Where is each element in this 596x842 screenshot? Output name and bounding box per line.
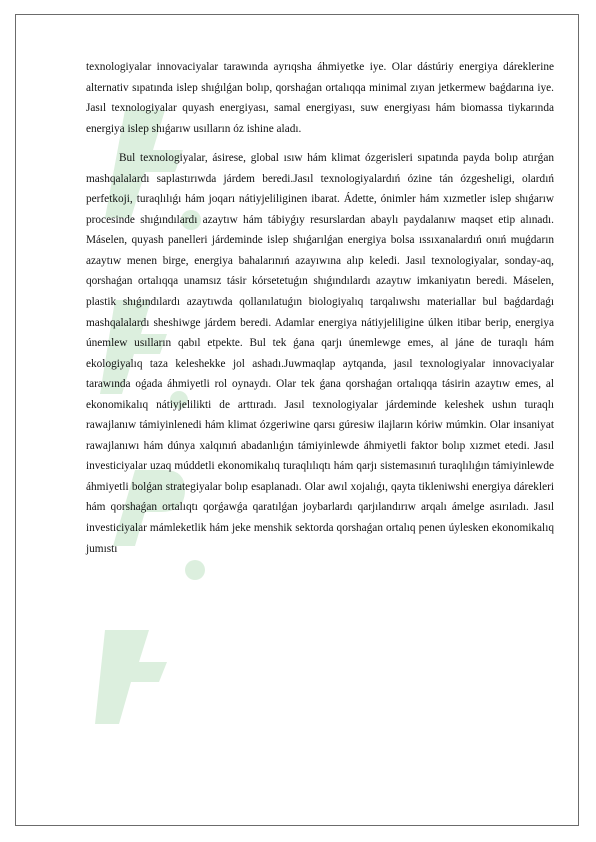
paragraph-main: Bul texnologiyalar, ásirese, global ısıw hám klimat ózgerisleri sıpatında payda bolıp atırǵan mashqalalardı saplastırıwda járdem beredi.Jasıl texnologiyalardıń ózine tán ózgesheligi, olardıń perfetkoji, turaqlılıǵı hám joqarı nátiyjeliliginen ibarat. Ádette, ónimler hám xızmetler islep shıǵarıw procesinde shıǵındılardı azaytıw hám tábiyǵıy resurslardan abaylı paydalanıw maqset etip alınadı. Máselen, quyash panelleri járdeminde islep shıǵarılǵan energiya bolsa ıssıxanalardıń onıń muǵdarın azaytıw menen birge, energiya bahalarınıń azayıwına alıp keledi. Jasıl texnologiyalar, sonday-aq, qorshaǵan ortalıqqa unamsız tásir kórsetetuǵın shıǵındılardı azaytıw imkaniyatın beredi. Máselen, plastik shıǵındılardı azaytıwda qollanılatuǵın biologiyalıq tarqalıwshı materiallar bul baǵdardaǵı mashqalalardı sheshiwge járdem beredi. Adamlar energiya nátiyjeliligine úlken itibar berip, energiya únemlew usılların qabıl etpekte. Bul tek ǵana qarjı únemlewge emes, al jáne de turaqlı hám ekologiyalıq taza keleshekke jol ashadı.Juwmaqlap aytqanda, jasıl texnologiyalar innovaciyalar tarawında oǵada áhmiyetli rol oynaydı. Olar tek ǵana qorshaǵan ortalıqqa tásirin azaytıw emes, al ekonomikalıq nátiyjelilikti de arttıradı. Jasıl texnologiyalar járdeminde keleshek ushın turaqlı rawajlanıw támiyinlenedi hám klimat ózgeriwine qarsı gúresiw ilajların kóriw múmkin. Olar insaniyat rawajlanıwı hám dúnya xalqınıń abadanlıǵın támiyinlewde áhmiyetli faktor bolıp xızmet etedi. Jasıl investiciyalar uzaq múddetli ekonomikalıq turaqlılıqtı hám qarjı sistemasınıń turaqlılıǵın támiyinlewde áhmiyetli bolǵan strategiyalar bolıp esaplanadı. Olar awıl xojalıǵı, qayta tikleniwshi energiya dárekleri hám qorshaǵan ortalıqtı qorǵawǵa qaratılǵan joybarlardı qarjılandırıw arqalı ámelge asırıladı. Jasıl investiciyalar mámleketlik hám jeke menshik sektorda qorshaǵan ortalıq penen úylesken ekonomikalıq jumıstı	[86, 152, 554, 555]
paragraph-intro: texnologiyalar innovaciyalar tarawında ayrıqsha áhmiyetke iye. Olar dástúriy energiya dáreklerine alternativ sıpatında islep shıǵılǵan bolıp, qorshaǵan ortalıqqa minimal zıyan jetkermew baǵdarına iye. Jasıl texnologiyalar quyash energiyası, samal energiyası, suw energiyası hám biomassa tiykarında energiya islep shıǵarıw usılların óz ishine aladı.	[86, 61, 554, 135]
document-body	[86, 57, 554, 559]
